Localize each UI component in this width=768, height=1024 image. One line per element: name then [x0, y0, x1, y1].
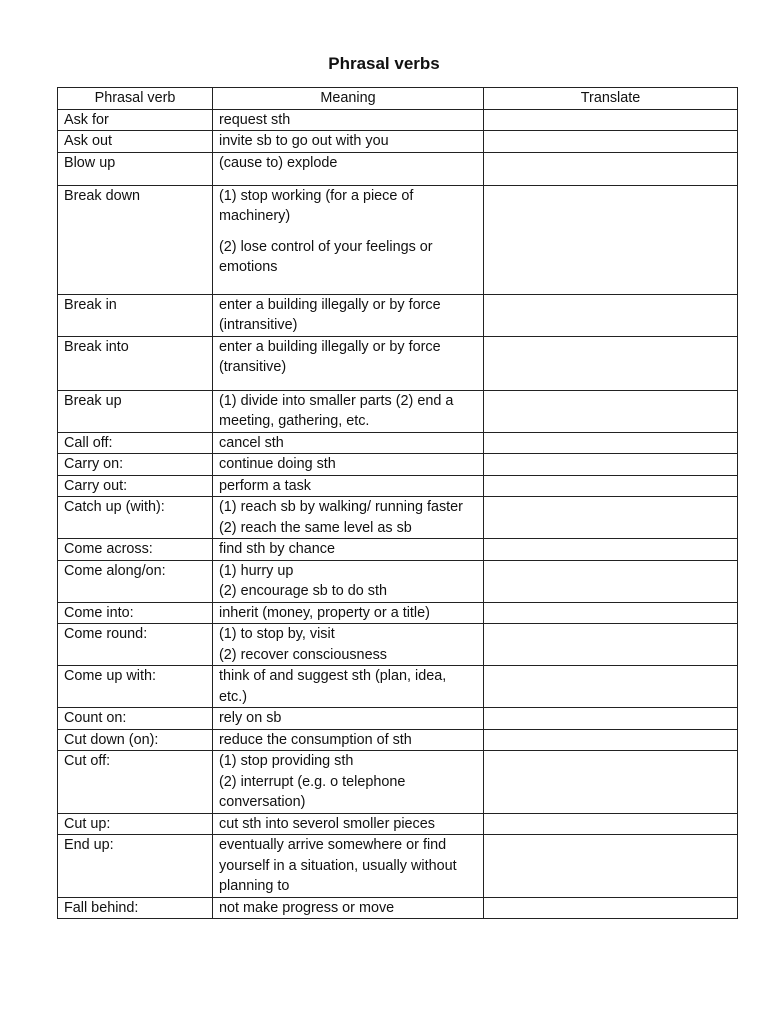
translate-cell[interactable]: [484, 751, 738, 814]
translate-cell[interactable]: [484, 666, 738, 708]
meaning-cell: [213, 602, 484, 624]
translate-cell[interactable]: [484, 813, 738, 835]
meaning-text: (cause to) explode: [219, 154, 338, 171]
meaning-text: perform a task: [219, 477, 311, 494]
meaning-text: cut sth into severol smoller pieces: [219, 815, 435, 832]
verb-cell: Come up with:: [58, 666, 213, 708]
meaning-cell: [213, 336, 484, 390]
meaning-cell: [213, 835, 484, 898]
translate-cell[interactable]: [484, 336, 738, 390]
table-row: [58, 454, 738, 476]
table-row: [58, 813, 738, 835]
translate-cell[interactable]: [484, 602, 738, 624]
verb-cell: Ask for: [58, 109, 213, 131]
table-row: [58, 152, 738, 185]
meaning-cell: [213, 624, 484, 666]
verb-cell: Ask out: [58, 131, 213, 153]
meaning-cell: [213, 390, 484, 432]
table-row: [58, 897, 738, 919]
translate-cell[interactable]: [484, 454, 738, 476]
translate-cell[interactable]: [484, 835, 738, 898]
verb-cell: Count on:: [58, 708, 213, 730]
meaning-text: (1) to stop by, visit: [219, 626, 335, 642]
table-row: [58, 390, 738, 432]
table-row: [58, 666, 738, 708]
meaning-text: invite sb to go out with you: [219, 133, 389, 149]
meaning-text: eventually arrive somewhere or find yourself in a situation, usually without planning to: [219, 837, 457, 894]
meaning-text: (2) lose control of your feelings or emotions: [219, 238, 433, 275]
table-row: [58, 539, 738, 561]
verb-cell: Break in: [58, 294, 213, 336]
meaning-text: (1) divide into smaller parts (2) end a meeting, gathering, etc.: [219, 392, 454, 429]
meaning-cell: [213, 454, 484, 476]
verb-cell: Blow up: [58, 152, 213, 185]
translate-cell[interactable]: [484, 109, 738, 131]
table-row: [58, 602, 738, 624]
translate-cell[interactable]: [484, 475, 738, 497]
translate-cell[interactable]: [484, 185, 738, 294]
meaning-cell: [213, 185, 484, 294]
table-row: [58, 475, 738, 497]
meaning-text: cancel sth: [219, 434, 284, 451]
meaning-cell: [213, 539, 484, 561]
verb-cell: Carry on:: [58, 454, 213, 476]
meaning-cell: [213, 751, 484, 814]
translate-cell[interactable]: [484, 390, 738, 432]
table-header-row: [58, 88, 738, 110]
translate-cell[interactable]: [484, 560, 738, 602]
verb-cell: End up:: [58, 835, 213, 898]
verb-cell: Break into: [58, 336, 213, 390]
meaning-cell: [213, 497, 484, 539]
table-row: [58, 294, 738, 336]
verb-cell: Cut off:: [58, 751, 213, 814]
meaning-text: inherit (money, property or a title): [219, 604, 430, 621]
verb-cell: Cut down (on):: [58, 729, 213, 751]
meaning-text: (2) recover consciousness: [219, 646, 387, 663]
verb-cell: Come along/on:: [58, 560, 213, 602]
translate-cell[interactable]: [484, 152, 738, 185]
meaning-cell: [213, 152, 484, 185]
verb-cell: Break up: [58, 390, 213, 432]
meaning-text: think of and suggest sth (plan, idea, etc.): [219, 668, 447, 705]
meaning-text: enter a building illegally or by force (transitive): [219, 338, 441, 375]
verb-cell: Come round:: [58, 624, 213, 666]
meaning-cell: [213, 131, 484, 153]
verb-cell: Fall behind:: [58, 897, 213, 919]
meaning-cell: [213, 432, 484, 454]
table-row: [58, 560, 738, 602]
table-row: [58, 336, 738, 390]
meaning-text: not make progress or move: [219, 899, 395, 916]
meaning-text: (1) hurry up: [219, 562, 294, 579]
meaning-cell: [213, 560, 484, 602]
verb-cell: Cut up:: [58, 813, 213, 835]
meaning-text: find sth by chance: [219, 541, 335, 557]
table-row: [58, 729, 738, 751]
verb-cell: Come into:: [58, 602, 213, 624]
meaning-text: (2) reach the same level as sb: [219, 519, 412, 536]
meaning-cell: [213, 666, 484, 708]
translate-cell[interactable]: [484, 708, 738, 730]
meaning-text: (2) interrupt (e.g. o telephone conversation): [219, 773, 406, 810]
table-row: [58, 624, 738, 666]
verb-cell: Call off:: [58, 432, 213, 454]
meaning-cell: [213, 729, 484, 751]
header-meaning: Meaning: [213, 88, 484, 110]
page-title: Phrasal verbs: [328, 54, 440, 73]
header-phrasal-verb: Phrasal verb: [58, 88, 213, 110]
translate-cell[interactable]: [484, 497, 738, 539]
table-row: [58, 708, 738, 730]
verb-cell: Carry out:: [58, 475, 213, 497]
meaning-text: rely on sb: [219, 710, 282, 726]
meaning-cell: [213, 708, 484, 730]
verb-cell: Catch up (with):: [58, 497, 213, 539]
meaning-text: (1) stop providing sth: [219, 753, 354, 769]
translate-cell[interactable]: [484, 539, 738, 561]
table-row: [58, 185, 738, 294]
table-row: [58, 497, 738, 539]
meaning-text: continue doing sth: [219, 456, 336, 472]
meaning-cell: [213, 475, 484, 497]
table-row: [58, 131, 738, 153]
translate-cell[interactable]: [484, 897, 738, 919]
translate-cell[interactable]: [484, 294, 738, 336]
table-row: [58, 835, 738, 898]
meaning-text: (1) reach sb by walking/ running faster: [219, 499, 463, 515]
translate-cell[interactable]: [484, 624, 738, 666]
meaning-text: enter a building illegally or by force (intransitive): [219, 296, 441, 333]
phrasal-verbs-table: [57, 87, 738, 919]
table-row: [58, 109, 738, 131]
meaning-text: reduce the consumption of sth: [219, 731, 412, 748]
meaning-text: (2) encourage sb to do sth: [219, 583, 387, 599]
meaning-cell: [213, 109, 484, 131]
meaning-cell: [213, 294, 484, 336]
table-row: [58, 751, 738, 814]
verb-cell: Break down: [58, 185, 213, 294]
translate-cell[interactable]: [484, 131, 738, 153]
table-row: [58, 432, 738, 454]
translate-cell[interactable]: [484, 432, 738, 454]
meaning-text: (1) stop working (for a piece of machinery): [219, 187, 414, 224]
translate-cell[interactable]: [484, 729, 738, 751]
header-translate: Translate: [484, 88, 738, 110]
verb-cell: Come across:: [58, 539, 213, 561]
meaning-cell: [213, 897, 484, 919]
meaning-cell: [213, 813, 484, 835]
meaning-text: request sth: [219, 111, 291, 128]
